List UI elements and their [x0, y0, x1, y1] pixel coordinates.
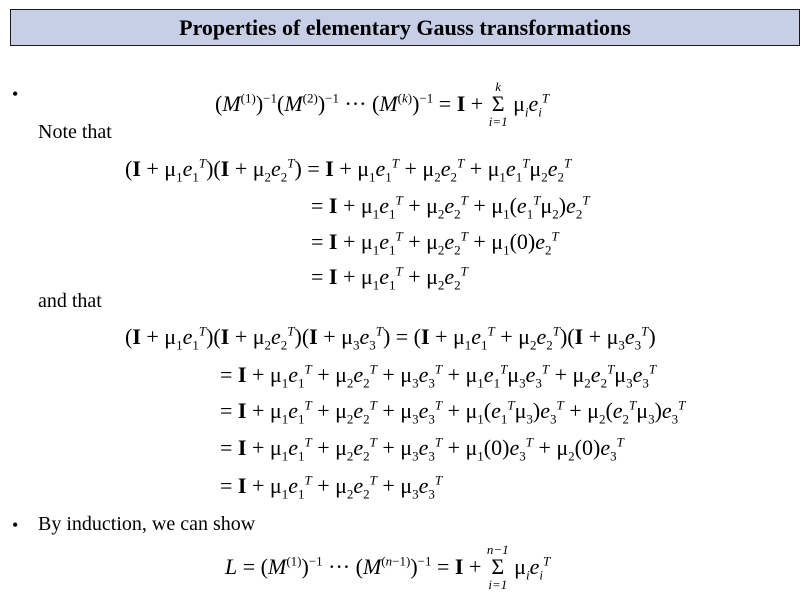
block2-line-5: = $I + \mu_1e_1^T + \mu_2e_2^T + \mu_3e_3^T$ — [220, 472, 443, 502]
and-that-text: and that — [38, 290, 102, 312]
block1-line-4: = $I + \mu_1e_1^T + \mu_2e_2^T$ — [311, 263, 468, 293]
equation-inverse-product: $(M^{(1)})^{-1}(M^{(2)})^{-1}$ ··· $(M^{(k)})^{-1} = I$ + k Σ i=1 $\mu_ie_i^T$ — [215, 79, 550, 129]
block1-line-1: $(I + \mu_1e_1^T)(I + \mu_2e_2^T) = I + \mu_1e_1^T + \mu_2e_2^T + \mu_1e_1^T\mu_2e_2^T$ — [125, 155, 572, 185]
block1-line-3: = $I + \mu_1e_1^T + \mu_2e_2^T + \mu_1(0)e_2^T$ — [311, 228, 559, 258]
slide-title: Properties of elementary Gauss transformations — [179, 14, 631, 40]
note-that-text: Note that — [38, 121, 112, 143]
equation-L-definition: $L = (M^{(1)})^{-1}$ ··· $(M^{(n-1)})^{-1} = I$ + n−1 Σ i=1 $\mu_ie_i^T$ — [225, 542, 551, 592]
induction-text: By induction, we can show — [38, 513, 256, 535]
block2-line-2: = $I + \mu_1e_1^T + \mu_2e_2^T + \mu_3e_3^T + \mu_1e_1^T\mu_3e_3^T + \mu_2e_2^T\mu_3e_3^T$ — [220, 361, 657, 391]
bullet-1: • — [12, 84, 19, 104]
slide-title-box — [10, 9, 800, 46]
block2-line-3: = $I + \mu_1e_1^T + \mu_2e_2^T + \mu_3e_3^T + \mu_1(e_1^T\mu_3)e_3^T + \mu_2(e_2^T\mu_3)e_3^T$ — [220, 397, 686, 427]
bullet-2: • — [12, 515, 19, 535]
block2-line-1: $(I + \mu_1e_1^T)(I + \mu_2e_2^T)(I + \mu_3e_3^T) = (I + \mu_1e_1^T + \mu_2e_2^T)(I + \mu_3e_3^T)$ — [125, 323, 656, 353]
block1-line-2: = $I + \mu_1e_1^T + \mu_2e_2^T + \mu_1(e_1^T\mu_2)e_2^T$ — [311, 192, 590, 222]
block2-line-4: = $I + \mu_1e_1^T + \mu_2e_2^T + \mu_3e_3^T + \mu_1(0)e_3^T + \mu_2(0)e_3^T$ — [220, 434, 624, 464]
